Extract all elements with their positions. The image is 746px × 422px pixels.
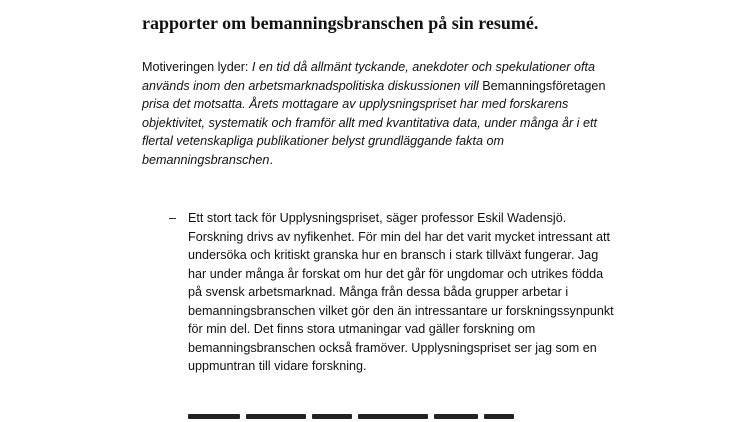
cut-off-text-line xyxy=(188,408,518,422)
quote-text: Ett stort tack för Upplysningspriset, säger professor Eskil Wadensjö. Forskning drivs av nyfikenhet. För min del har det varit mycket intressant att undersöka och kritiskt granska hur en bransch i stark tillväxt fungerar. Jag har under många år forskat om hur det går för ungdomar och utrikes födda på svensk arbetsmarknad. Många från dessa båda grupper arbetar i bemanningsbranschen vilket gör den än intressantare ur forskningssynpunkt för min del. Det finns stora utmaningar vad gäller forskning om bemanningsbranschen också framöver. Upplysningspriset ser jag som en uppmuntran till vidare forskning. xyxy=(188,211,614,373)
headline-text: rapporter om bemanningsbranschen på sin resumé. xyxy=(142,13,539,33)
quote-list xyxy=(169,209,615,376)
motivation-end: . xyxy=(269,152,273,167)
motivation-label: Motiveringen lyder: xyxy=(142,60,252,74)
motivation-paragraph xyxy=(142,58,617,169)
dash-bullet: – xyxy=(169,211,177,225)
headline xyxy=(142,0,662,34)
motivation-normal: Bemanningsföretagen xyxy=(482,78,606,93)
motivation-italic-1: I en tid då allmänt tyckande, anekdoter och spekulationer ofta används inom den arbetsmarknadspolitiska diskussionen vill xyxy=(142,60,595,93)
quote-item xyxy=(169,209,615,376)
motivation-italic-2: prisa det motsatta. Årets mottagare av upplysningspriset har med forskarens objektivitet, systematik och framför allt med kvantitativa data, under många år i ett flertal vetenskapliga publikationer belyst grundläggande fakta om bemanningsbranschen xyxy=(142,97,597,167)
